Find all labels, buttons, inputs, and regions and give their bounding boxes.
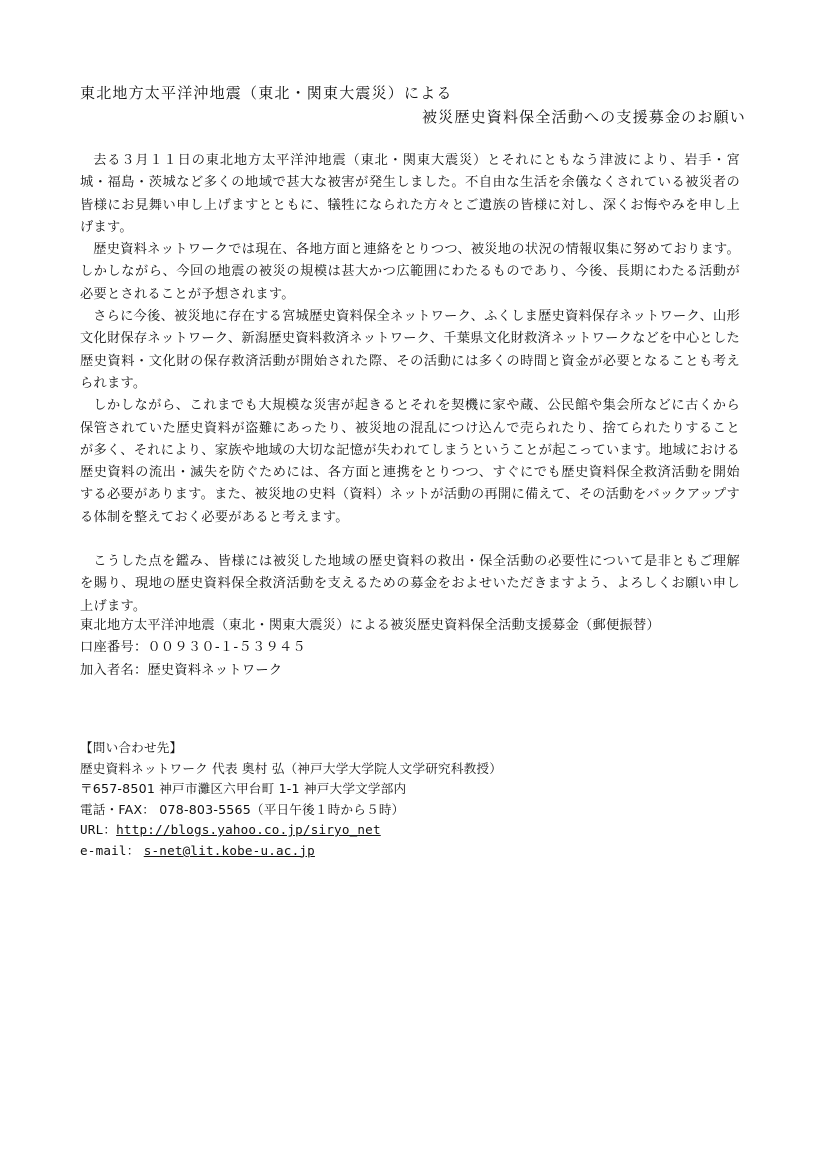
- contact-address: 〒657-8501 神戸市灘区六甲台町 1-1 神戸大学文学部内: [80, 781, 407, 796]
- fund-name: 東北地方太平洋沖地震（東北・関東大震災）による被災歴史資料保全活動支援募金（郵便振替）: [80, 618, 660, 633]
- contact-info: [80, 738, 760, 861]
- paragraph-necessity: しかしながら、これまでも大規模な災害が起きるとそれを契機に家や蔵、公民館や集会所などに古くから保管されていた歴史資料が盗難にあったり、被災地の混乱につけ込んで売られたり、捨てられたりすることが多く、それにより、家族や地域の大切な記憶が失われてしまうということが起こっています。地域における歴史資料の流出・滅失を防ぐためには、各方面と連携をとりつつ、すぐにでも歴史資料保全救済活動を開始する必要があります。また、被災地の史料（資料）ネットが活動の再開に備えて、その活動をバックアップする体制を整えておく必要があると考えます。: [80, 398, 740, 525]
- fund-holder: [80, 660, 760, 682]
- url-label: URL：: [80, 822, 117, 837]
- contact-email-row: [80, 841, 760, 862]
- paragraph-request: こうした点を鑑み、皆様には被災した地域の歴史資料の救出・保全活動の必要性について是非ともご理解を賜り、現地の歴史資料保全救済活動を支えるための募金をおよせいただきますよう、よろしくお願い申し上げます。: [80, 554, 740, 614]
- contact-heading: 【問い合わせ先】: [80, 740, 183, 755]
- contact-url-row: [80, 820, 760, 841]
- account-label: 口座番号：: [80, 640, 148, 656]
- contact-organization: 歴史資料ネットワーク 代表 奥村 弘（神戸大学大学院人文学研究科教授）: [80, 760, 503, 776]
- blog-url-link[interactable]: http://blogs.yahoo.co.jp/siryo_net: [116, 822, 381, 837]
- holder-name: 歴史資料ネットワーク: [147, 662, 283, 678]
- email-link[interactable]: s-net@lit.kobe-u.ac.jp: [143, 842, 315, 858]
- paragraph-situation: 歴史資料ネットワークでは現在、各地方面と連絡をとりつつ、被災地の状況の情報収集に努めております。しかしながら、今回の地震の被災の規模は甚大かつ広範囲にわたるものであり、今後、長期にわたる活動が必要とされることが予想されます。: [80, 242, 740, 302]
- fund-account: [80, 637, 760, 659]
- document-title-line-2: 被災歴史資料保全活動への支援募金のお願い: [421, 108, 746, 126]
- account-number: ００９３０-１-５３９４５: [147, 640, 306, 656]
- appeal-body: [80, 150, 740, 618]
- contact-phone: 電話・FAX： 078-803-5565（平日午後１時から５時）: [80, 801, 405, 817]
- email-label: e-mail：: [80, 842, 140, 858]
- holder-label: 加入者名：: [80, 662, 148, 678]
- paragraph-condolence: 去る３月１１日の東北地方太平洋沖地震（東北・関東大震災）とそれにともなう津波により、岩手・宮城・福島・茨城など多くの地域で甚大な被害が発生しました。不自由な生活を余儀なくされている被災者の皆様にお見舞い申し上げますとともに、犠牲になられた方々とご遺族の皆様に対し、深くお悔やみを申し上げます。: [80, 153, 740, 235]
- paragraph-networks: さらに今後、被災地に存在する宮城歴史資料保全ネットワーク、ふくしま歴史資料保存ネットワーク、山形文化財保存ネットワーク、新潟歴史資料救済ネットワーク、千葉県文化財救済ネットワークなどを中心とした歴史資料・文化財の保存救済活動が開始された際、その活動には多くの時間と資金が必要となることも考えられます。: [80, 309, 740, 391]
- fund-info: [80, 615, 760, 682]
- document-title-line-1: 東北地方太平洋沖地震（東北・関東大震災）による: [80, 84, 453, 102]
